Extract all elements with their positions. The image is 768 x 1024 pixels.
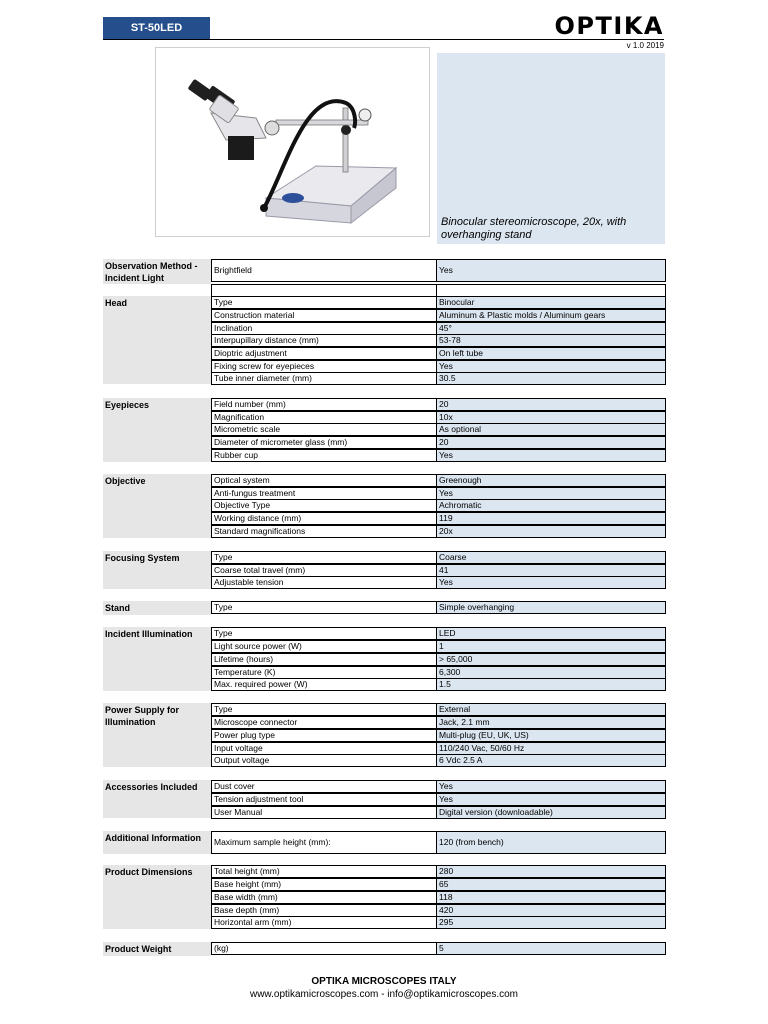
group-label: Eyepieces — [103, 398, 211, 462]
spec-label: Tension adjustment tool — [211, 793, 437, 806]
table-row — [211, 551, 666, 564]
table-row — [211, 499, 666, 512]
footer-contact: www.optikamicroscopes.com - info@optikamicroscopes.com — [249, 989, 519, 1000]
spec-label: Base depth (mm) — [211, 904, 437, 917]
spec-label: (kg) — [211, 942, 437, 955]
spec-label: Type — [211, 551, 437, 564]
table-row — [211, 372, 666, 385]
spec-value: 20 — [437, 398, 666, 411]
spec-label: Objective Type — [211, 499, 437, 512]
spec-value: 420 — [437, 904, 666, 917]
spec-value: Simple overhanging — [437, 601, 666, 614]
spec-label: Tube inner diameter (mm) — [211, 372, 437, 385]
spec-label: Anti-fungus treatment — [211, 487, 437, 500]
spec-value: 120 (from bench) — [437, 831, 666, 854]
spec-label: Rubber cup — [211, 449, 437, 462]
spec-value: 119 — [437, 512, 666, 525]
spec-value: 280 — [437, 865, 666, 878]
spec-value: 53-78 — [437, 334, 666, 347]
product-image — [155, 47, 430, 237]
spec-label: Power plug type — [211, 729, 437, 742]
table-row — [211, 474, 666, 487]
group-label: Power Supply for Illumination — [103, 703, 211, 767]
spec-label: Dioptric adjustment — [211, 347, 437, 360]
spec-value: Achromatic — [437, 499, 666, 512]
spec-label: Interpupillary distance (mm) — [211, 334, 437, 347]
table-row — [211, 703, 666, 716]
table-row — [211, 640, 666, 653]
group-label: Observation Method - Incident Light — [103, 259, 211, 284]
spec-value: 295 — [437, 916, 666, 929]
spec-label: Type — [211, 296, 437, 309]
spec-value: > 65,000 — [437, 653, 666, 666]
table-row — [211, 878, 666, 891]
spec-value: Yes — [437, 259, 666, 282]
spec-label: Micrometric scale — [211, 423, 437, 436]
spec-label: Dust cover — [211, 780, 437, 793]
spec-label: Optical system — [211, 474, 437, 487]
spec-label: Working distance (mm) — [211, 512, 437, 525]
spec-value: Coarse — [437, 551, 666, 564]
group-label: Focusing System — [103, 551, 211, 589]
spec-label: Input voltage — [211, 742, 437, 755]
table-row — [211, 831, 666, 854]
spec-value: Yes — [437, 576, 666, 589]
spec-label: Base width (mm) — [211, 891, 437, 904]
group-label: Incident Illumination — [103, 627, 211, 691]
spec-value: Multi-plug (EU, UK, US) — [437, 729, 666, 742]
group-label: Objective — [103, 474, 211, 538]
table-row — [211, 716, 666, 729]
spec-value: 30.5 — [437, 372, 666, 385]
group-label: Product Dimensions — [103, 865, 211, 929]
table-row — [211, 653, 666, 666]
table-row — [211, 259, 666, 282]
spec-label: Construction material — [211, 309, 437, 322]
spec-value: 20 — [437, 436, 666, 449]
group-label: Head — [103, 296, 211, 384]
spec-value: Greenough — [437, 474, 666, 487]
group-label: Additional Information — [103, 831, 211, 854]
table-row — [211, 678, 666, 691]
spec-value: Yes — [437, 780, 666, 793]
spec-value: 10x — [437, 411, 666, 424]
spec-value: Yes — [437, 487, 666, 500]
table-row — [211, 780, 666, 793]
table-row — [211, 423, 666, 436]
spec-value: 6,300 — [437, 666, 666, 679]
spec-label: Maximum sample height (mm): — [211, 831, 437, 854]
table-row — [211, 942, 666, 955]
brand-logo: OPTIKA — [554, 12, 664, 40]
table-row — [211, 512, 666, 525]
spec-label: Microscope connector — [211, 716, 437, 729]
version-label: v 1.0 2019 — [626, 41, 664, 50]
spec-label: Max. required power (W) — [211, 678, 437, 691]
table-row — [211, 754, 666, 767]
spec-label: Diameter of micrometer glass (mm) — [211, 436, 437, 449]
spec-label: Magnification — [211, 411, 437, 424]
table-row — [211, 916, 666, 929]
spec-label: Total height (mm) — [211, 865, 437, 878]
spec-value: 1.5 — [437, 678, 666, 691]
spec-label: Type — [211, 627, 437, 640]
table-row — [211, 309, 666, 322]
table-row — [211, 525, 666, 538]
table-row — [211, 436, 666, 449]
spec-value: Digital version (downloadable) — [437, 806, 666, 819]
spec-value: 6 Vdc 2.5 A — [437, 754, 666, 767]
table-row — [211, 793, 666, 806]
spec-value: 118 — [437, 891, 666, 904]
table-row — [211, 576, 666, 589]
spec-value: As optional — [437, 423, 666, 436]
spec-label: Field number (mm) — [211, 398, 437, 411]
spec-label: Fixing screw for eyepieces — [211, 360, 437, 373]
spec-value: Yes — [437, 449, 666, 462]
spec-value: Aluminum & Plastic molds / Aluminum gears — [437, 309, 666, 322]
spec-value: Yes — [437, 360, 666, 373]
spec-value: On left tube — [437, 347, 666, 360]
microscope-illustration — [156, 48, 429, 236]
table-row — [211, 729, 666, 742]
group-label: Product Weight — [103, 942, 211, 956]
spec-label: Horizontal arm (mm) — [211, 916, 437, 929]
table-row — [211, 449, 666, 462]
spec-label: Standard magnifications — [211, 525, 437, 538]
table-row — [211, 334, 666, 347]
table-row — [211, 398, 666, 411]
spec-value: Jack, 2.1 mm — [437, 716, 666, 729]
spec-label: Type — [211, 703, 437, 716]
group-label: Stand — [103, 601, 211, 615]
spec-label: Lifetime (hours) — [211, 653, 437, 666]
table-row — [211, 806, 666, 819]
spec-label: Base height (mm) — [211, 878, 437, 891]
product-description-panel — [437, 53, 665, 244]
footer-company: OPTIKA MICROSCOPES ITALY — [311, 976, 457, 987]
spec-value: LED — [437, 627, 666, 640]
spec-label: Inclination — [211, 322, 437, 335]
group-label: Accessories Included — [103, 780, 211, 818]
spec-value: 20x — [437, 525, 666, 538]
spec-value: 5 — [437, 942, 666, 955]
spec-value: 45° — [437, 322, 666, 335]
spec-label: Temperature (K) — [211, 666, 437, 679]
table-row — [211, 891, 666, 904]
spec-value: 1 — [437, 640, 666, 653]
spec-label: Brightfield — [211, 259, 437, 282]
spec-value: 41 — [437, 564, 666, 577]
model-tag: ST-50LED — [103, 17, 210, 39]
spec-value: 65 — [437, 878, 666, 891]
table-row — [211, 601, 666, 614]
spec-label: Light source power (W) — [211, 640, 437, 653]
table-row — [211, 627, 666, 640]
spec-value: 110/240 Vac, 50/60 Hz — [437, 742, 666, 755]
spec-label: Output voltage — [211, 754, 437, 767]
table-row — [211, 347, 666, 360]
spec-value: Yes — [437, 793, 666, 806]
spec-label: Adjustable tension — [211, 576, 437, 589]
spec-value: External — [437, 703, 666, 716]
spec-label: Type — [211, 601, 437, 614]
table-row — [211, 865, 666, 878]
spec-label: User Manual — [211, 806, 437, 819]
spec-value: Binocular — [437, 296, 666, 309]
product-description: Binocular stereomicroscope, 20x, with overhanging stand — [441, 216, 627, 241]
table-row — [211, 296, 666, 309]
spec-label: Coarse total travel (mm) — [211, 564, 437, 577]
